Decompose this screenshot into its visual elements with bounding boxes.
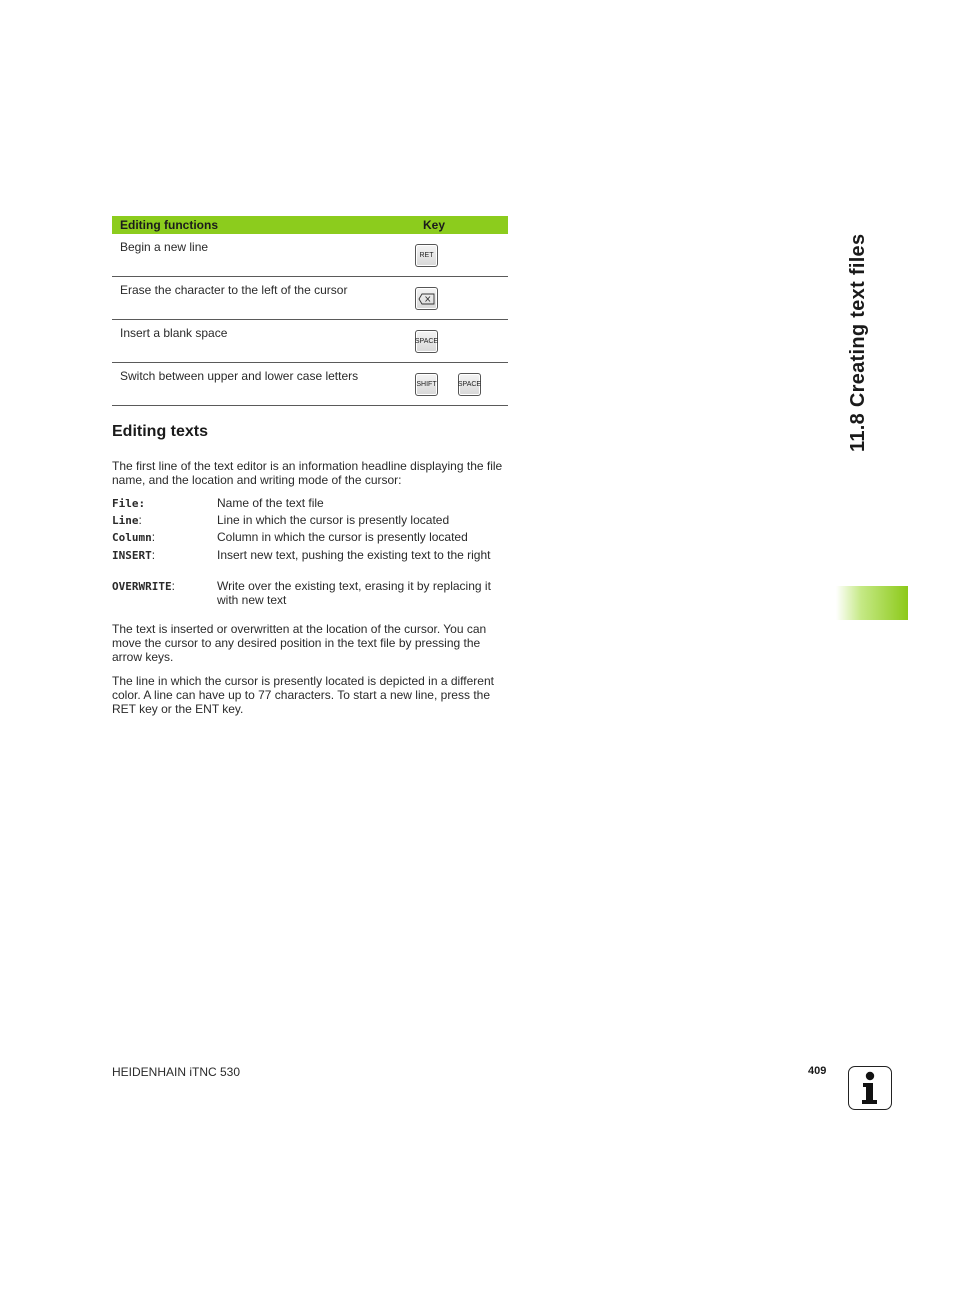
term-line: Line <box>112 514 139 527</box>
header-key: Key <box>423 218 446 232</box>
backspace-key-icon <box>415 287 438 310</box>
section-heading: Editing texts <box>112 423 209 440</box>
term-file: File: <box>112 497 146 510</box>
table-row <box>112 234 508 277</box>
line-color-paragraph: The line in which the cursor is presently located is depicted in a different color. A line can have up to 77 characters. To start a new line, press the RET key or the ENT key. <box>112 674 494 716</box>
table-header <box>112 216 508 234</box>
definition-item: OVERWRITE: Write over the existing text, erasing it by replacing it with new text <box>112 579 508 610</box>
definition-item: Column: Column in which the cursor is presently located <box>112 530 508 548</box>
ret-key-icon: RET <box>415 244 438 267</box>
definition-item: Line: Line in which the cursor is presently located <box>112 513 508 530</box>
definition-item <box>112 496 508 513</box>
term-insert: INSERT <box>112 549 152 562</box>
definition-item: INSERT: Insert new text, pushing the existing text to the right <box>112 548 508 579</box>
definition-desc: Insert new text, pushing the existing text to the right <box>217 548 491 562</box>
footer-product: HEIDENHAIN iTNC 530 <box>112 1065 241 1079</box>
definition-desc: Column in which the cursor is presently located <box>217 530 468 544</box>
row-label: Erase the character to the left of the cursor <box>120 283 348 297</box>
status-fields-list <box>112 496 508 610</box>
shift-key-icon: SHIFT <box>415 373 438 396</box>
definition-desc: Write over the existing text, erasing it by replacing it with new text <box>217 579 491 607</box>
space-key-icon: SPACE <box>458 373 481 396</box>
row-label: Begin a new line <box>120 240 209 254</box>
header-editing-functions: Editing functions <box>120 218 218 232</box>
info-icon <box>848 1066 892 1110</box>
editing-functions-table <box>112 216 508 406</box>
term-overwrite: OVERWRITE <box>112 580 172 593</box>
cursor-paragraph: The text is inserted or overwritten at the location of the cursor. You can move the cursor to any desired position in the text file by pressing the arrow keys. <box>112 622 487 664</box>
term-column: Column <box>112 531 152 544</box>
table-row <box>112 320 508 363</box>
table-row <box>112 363 508 406</box>
table-row <box>112 277 508 320</box>
intro-paragraph: The first line of the text editor is an information headline displaying the file name, and the location and writing mode of the cursor: <box>112 459 503 487</box>
chapter-side-title: 11.8 Creating text files <box>847 233 869 452</box>
chapter-tab-marker <box>836 586 908 620</box>
page-number: 409 <box>808 1065 827 1077</box>
row-label: Insert a blank space <box>120 326 228 340</box>
definition-desc: Name of the text file <box>217 496 324 510</box>
row-label: Switch between upper and lower case letters <box>120 369 359 383</box>
space-key-icon: SPACE <box>415 330 438 353</box>
definition-desc: Line in which the cursor is presently located <box>217 513 450 527</box>
